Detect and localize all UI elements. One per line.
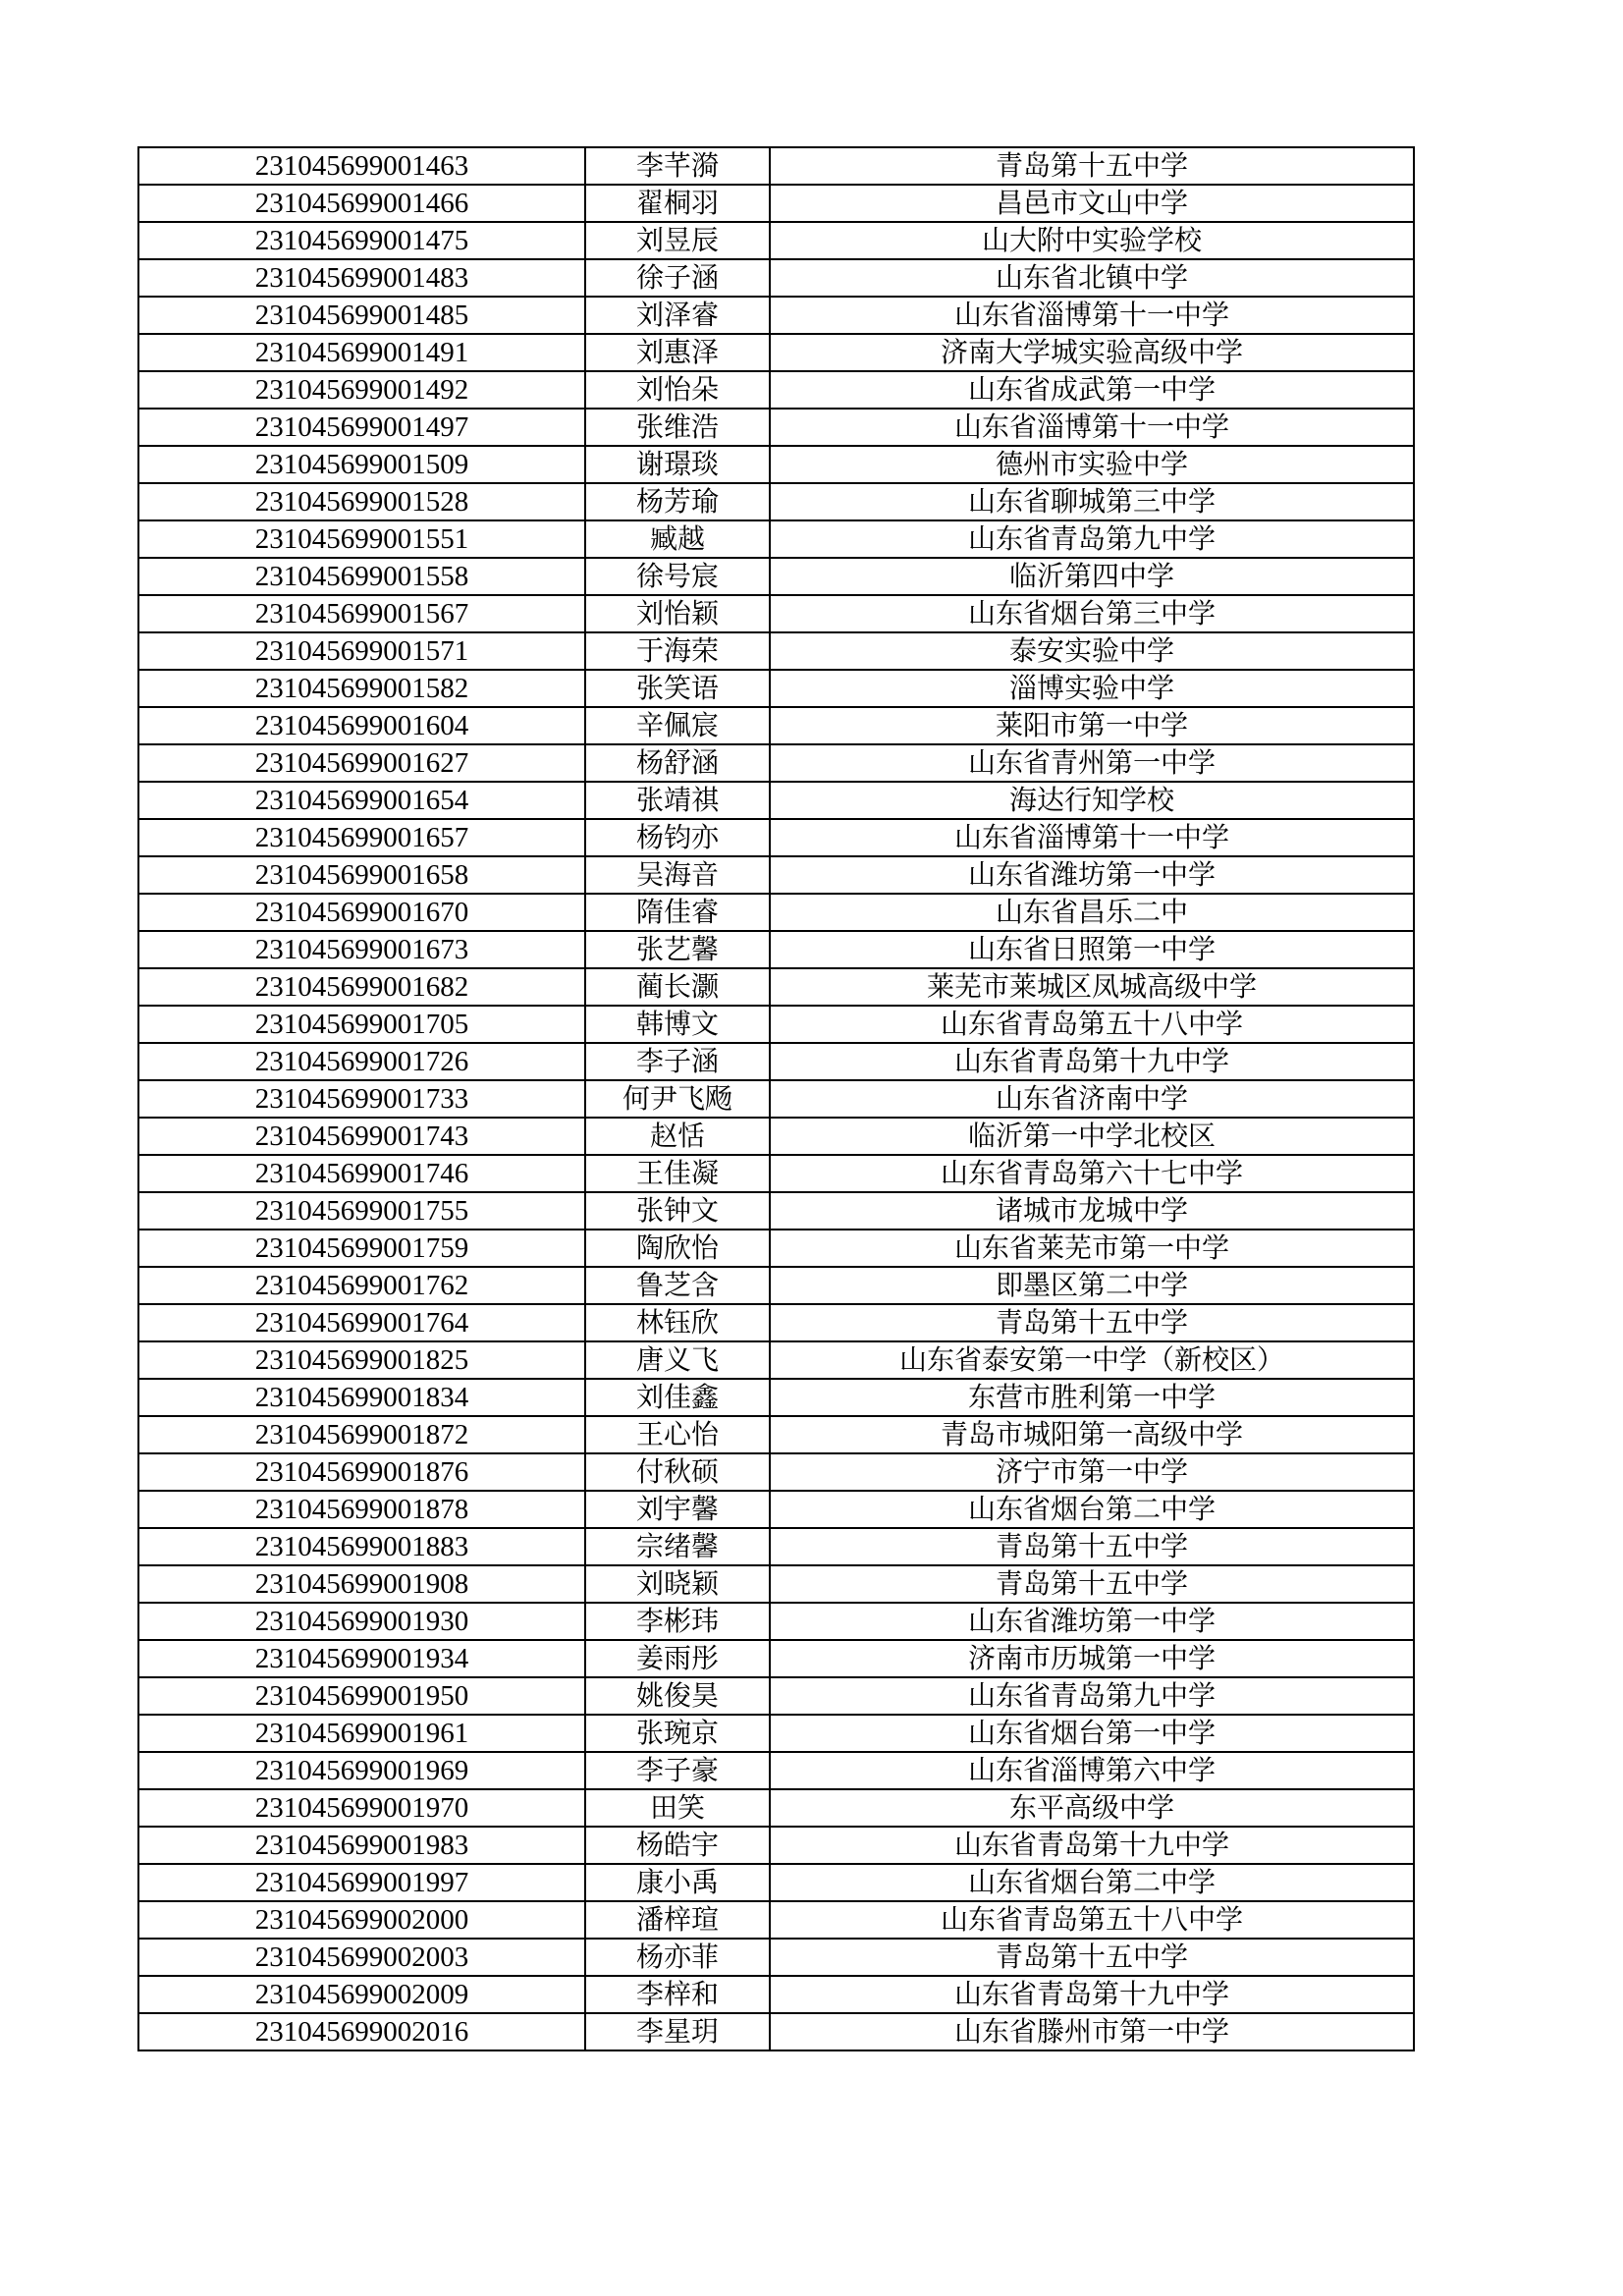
candidate-id-cell: 231045699001567 [138,595,585,632]
student-name-cell: 刘怡颖 [585,595,770,632]
school-name-cell: 山东省烟台第二中学 [770,1491,1414,1528]
student-name-cell: 徐号宸 [585,558,770,595]
candidate-id-cell: 231045699001497 [138,409,585,446]
school-name-cell: 山大附中实验学校 [770,222,1414,259]
school-name-cell: 济南大学城实验高级中学 [770,334,1414,371]
student-name-cell: 李彬玮 [585,1603,770,1640]
student-name-cell: 潘梓瑄 [585,1901,770,1939]
candidate-id-cell: 231045699001485 [138,297,585,334]
student-name-cell: 张维浩 [585,409,770,446]
candidate-id-cell: 231045699001876 [138,1453,585,1491]
table-row [138,1901,1414,1939]
school-name-cell: 东平高级中学 [770,1789,1414,1827]
table-row [138,1155,1414,1192]
table-row [138,744,1414,782]
table-row [138,782,1414,819]
roster-body [138,147,1414,2050]
candidate-id-cell: 231045699001755 [138,1192,585,1230]
school-name-cell: 临沂第一中学北校区 [770,1118,1414,1155]
candidate-id-cell: 231045699001658 [138,856,585,894]
candidate-id-cell: 231045699001759 [138,1230,585,1267]
table-row [138,1453,1414,1491]
table-row [138,483,1414,520]
school-name-cell: 山东省淄博第十一中学 [770,297,1414,334]
table-row [138,1267,1414,1304]
school-name-cell: 山东省青岛第十九中学 [770,1976,1414,2013]
table-row [138,2013,1414,2050]
table-row [138,1752,1414,1789]
table-row [138,1043,1414,1080]
school-name-cell: 山东省日照第一中学 [770,931,1414,968]
school-name-cell: 山东省昌乐二中 [770,894,1414,931]
student-name-cell: 姚俊昊 [585,1677,770,1715]
candidate-id-cell: 231045699001483 [138,259,585,297]
school-name-cell: 莱阳市第一中学 [770,707,1414,744]
table-row [138,1528,1414,1565]
student-name-cell: 张钟文 [585,1192,770,1230]
student-name-cell: 徐子涵 [585,259,770,297]
candidate-id-cell: 231045699001961 [138,1715,585,1752]
student-name-cell: 陶欣怡 [585,1230,770,1267]
school-name-cell: 山东省青岛第六十七中学 [770,1155,1414,1192]
school-name-cell: 山东省聊城第三中学 [770,483,1414,520]
school-name-cell: 青岛第十五中学 [770,1565,1414,1603]
table-row [138,1864,1414,1901]
student-name-cell: 张笑语 [585,670,770,707]
candidate-id-cell: 231045699001969 [138,1752,585,1789]
candidate-id-cell: 231045699001970 [138,1789,585,1827]
school-name-cell: 山东省青岛第五十八中学 [770,1901,1414,1939]
candidate-id-cell: 231045699001627 [138,744,585,782]
student-name-cell: 付秋硕 [585,1453,770,1491]
table-row [138,558,1414,595]
student-name-cell: 刘宇馨 [585,1491,770,1528]
school-name-cell: 山东省济南中学 [770,1080,1414,1118]
candidate-id-cell: 231045699001604 [138,707,585,744]
student-name-cell: 田笑 [585,1789,770,1827]
table-row [138,520,1414,558]
student-name-cell: 李子涵 [585,1043,770,1080]
table-row [138,297,1414,334]
table-row [138,1939,1414,1976]
school-name-cell: 山东省莱芜市第一中学 [770,1230,1414,1267]
student-name-cell: 隋佳睿 [585,894,770,931]
school-name-cell: 昌邑市文山中学 [770,185,1414,222]
table-row [138,185,1414,222]
student-name-cell: 唐义飞 [585,1341,770,1379]
school-name-cell: 海达行知学校 [770,782,1414,819]
candidate-id-cell: 231045699001883 [138,1528,585,1565]
student-name-cell: 辛佩宸 [585,707,770,744]
school-name-cell: 诸城市龙城中学 [770,1192,1414,1230]
table-row [138,1416,1414,1453]
table-row [138,1379,1414,1416]
candidate-id-cell: 231045699001878 [138,1491,585,1528]
table-row [138,1341,1414,1379]
school-name-cell: 济南市历城第一中学 [770,1640,1414,1677]
table-row [138,1976,1414,2013]
student-name-cell: 姜雨彤 [585,1640,770,1677]
school-name-cell: 山东省青岛第五十八中学 [770,1006,1414,1043]
table-row [138,819,1414,856]
table-row [138,1827,1414,1864]
school-name-cell: 山东省青岛第十九中学 [770,1043,1414,1080]
student-name-cell: 杨舒涵 [585,744,770,782]
school-name-cell: 山东省青岛第九中学 [770,520,1414,558]
student-name-cell: 翟桐羽 [585,185,770,222]
student-name-cell: 王佳凝 [585,1155,770,1192]
candidate-id-cell: 231045699001726 [138,1043,585,1080]
school-name-cell: 青岛第十五中学 [770,147,1414,185]
candidate-id-cell: 231045699001528 [138,483,585,520]
candidate-id-cell: 231045699001872 [138,1416,585,1453]
table-row [138,1565,1414,1603]
table-row [138,222,1414,259]
school-name-cell: 山东省烟台第三中学 [770,595,1414,632]
student-name-cell: 杨钧亦 [585,819,770,856]
school-name-cell: 泰安实验中学 [770,632,1414,670]
candidate-id-cell: 231045699001950 [138,1677,585,1715]
candidate-id-cell: 231045699002016 [138,2013,585,2050]
table-row [138,1677,1414,1715]
student-name-cell: 刘泽睿 [585,297,770,334]
student-name-cell: 谢璟琰 [585,446,770,483]
school-name-cell: 济宁市第一中学 [770,1453,1414,1491]
candidate-id-cell: 231045699001492 [138,371,585,409]
table-row [138,1715,1414,1752]
school-name-cell: 山东省淄博第十一中学 [770,819,1414,856]
candidate-id-cell: 231045699001475 [138,222,585,259]
student-name-cell: 刘昱辰 [585,222,770,259]
school-name-cell: 山东省滕州市第一中学 [770,2013,1414,2050]
candidate-id-cell: 231045699001834 [138,1379,585,1416]
candidate-id-cell: 231045699001509 [138,446,585,483]
candidate-id-cell: 231045699001746 [138,1155,585,1192]
school-name-cell: 山东省青岛第十九中学 [770,1827,1414,1864]
school-name-cell: 东营市胜利第一中学 [770,1379,1414,1416]
student-name-cell: 宗绪馨 [585,1528,770,1565]
table-row [138,1603,1414,1640]
school-name-cell: 山东省北镇中学 [770,259,1414,297]
student-name-cell: 赵恬 [585,1118,770,1155]
school-name-cell: 山东省泰安第一中学（新校区） [770,1341,1414,1379]
candidate-id-cell: 231045699001934 [138,1640,585,1677]
school-name-cell: 青岛第十五中学 [770,1939,1414,1976]
candidate-id-cell: 231045699002003 [138,1939,585,1976]
school-name-cell: 莱芜市莱城区凤城高级中学 [770,968,1414,1006]
candidate-id-cell: 231045699001764 [138,1304,585,1341]
student-name-cell: 李子豪 [585,1752,770,1789]
table-row [138,1192,1414,1230]
table-row [138,707,1414,744]
table-row [138,894,1414,931]
candidate-id-cell: 231045699001983 [138,1827,585,1864]
candidate-id-cell: 231045699001491 [138,334,585,371]
student-name-cell: 张艺馨 [585,931,770,968]
student-name-cell: 刘怡朵 [585,371,770,409]
student-name-cell: 韩博文 [585,1006,770,1043]
school-name-cell: 山东省烟台第二中学 [770,1864,1414,1901]
table-row [138,1304,1414,1341]
student-name-cell: 鲁芝含 [585,1267,770,1304]
candidate-id-cell: 231045699001997 [138,1864,585,1901]
student-name-cell: 杨芳瑜 [585,483,770,520]
school-name-cell: 山东省淄博第十一中学 [770,409,1414,446]
student-name-cell: 何尹飞飏 [585,1080,770,1118]
candidate-id-cell: 231045699001825 [138,1341,585,1379]
candidate-id-cell: 231045699001743 [138,1118,585,1155]
student-name-cell: 杨皓宇 [585,1827,770,1864]
school-name-cell: 青岛市城阳第一高级中学 [770,1416,1414,1453]
candidate-id-cell: 231045699001582 [138,670,585,707]
school-name-cell: 即墨区第二中学 [770,1267,1414,1304]
roster-table [137,146,1415,2051]
table-row [138,1118,1414,1155]
table-row [138,409,1414,446]
table-row [138,1640,1414,1677]
candidate-id-cell: 231045699001654 [138,782,585,819]
school-name-cell: 临沂第四中学 [770,558,1414,595]
school-name-cell: 山东省烟台第一中学 [770,1715,1414,1752]
candidate-id-cell: 231045699001466 [138,185,585,222]
table-row [138,147,1414,185]
table-row [138,968,1414,1006]
student-name-cell: 李星玥 [585,2013,770,2050]
student-name-cell: 蔺长灏 [585,968,770,1006]
school-name-cell: 山东省潍坊第一中学 [770,856,1414,894]
table-row [138,670,1414,707]
table-row [138,1230,1414,1267]
candidate-id-cell: 231045699001705 [138,1006,585,1043]
student-name-cell: 王心怡 [585,1416,770,1453]
candidate-id-cell: 231045699001558 [138,558,585,595]
table-row [138,259,1414,297]
candidate-id-cell: 231045699001733 [138,1080,585,1118]
student-name-cell: 张琬京 [585,1715,770,1752]
table-row [138,632,1414,670]
school-name-cell: 山东省潍坊第一中学 [770,1603,1414,1640]
table-row [138,595,1414,632]
table-row [138,1080,1414,1118]
candidate-id-cell: 231045699001930 [138,1603,585,1640]
school-name-cell: 山东省青岛第九中学 [770,1677,1414,1715]
student-name-cell: 杨亦菲 [585,1939,770,1976]
table-row [138,856,1414,894]
table-row [138,371,1414,409]
candidate-id-cell: 231045699001463 [138,147,585,185]
student-name-cell: 张靖祺 [585,782,770,819]
school-name-cell: 山东省成武第一中学 [770,371,1414,409]
student-name-cell: 臧越 [585,520,770,558]
candidate-id-cell: 231045699001571 [138,632,585,670]
candidate-id-cell: 231045699002009 [138,1976,585,2013]
table-row [138,931,1414,968]
candidate-id-cell: 231045699001682 [138,968,585,1006]
school-name-cell: 山东省青州第一中学 [770,744,1414,782]
student-name-cell: 于海荣 [585,632,770,670]
table-row [138,1789,1414,1827]
table-row [138,446,1414,483]
candidate-id-cell: 231045699001673 [138,931,585,968]
candidate-id-cell: 231045699001762 [138,1267,585,1304]
school-name-cell: 青岛第十五中学 [770,1304,1414,1341]
school-name-cell: 山东省淄博第六中学 [770,1752,1414,1789]
student-name-cell: 李芊漪 [585,147,770,185]
student-name-cell: 林钰欣 [585,1304,770,1341]
student-name-cell: 李梓和 [585,1976,770,2013]
candidate-id-cell: 231045699001657 [138,819,585,856]
candidate-id-cell: 231045699001670 [138,894,585,931]
candidate-id-cell: 231045699001551 [138,520,585,558]
school-name-cell: 淄博实验中学 [770,670,1414,707]
table-row [138,1006,1414,1043]
student-name-cell: 刘佳鑫 [585,1379,770,1416]
school-name-cell: 德州市实验中学 [770,446,1414,483]
table-row [138,1491,1414,1528]
student-name-cell: 康小禹 [585,1864,770,1901]
school-name-cell: 青岛第十五中学 [770,1528,1414,1565]
student-name-cell: 吴海音 [585,856,770,894]
candidate-id-cell: 231045699001908 [138,1565,585,1603]
table-row [138,334,1414,371]
student-name-cell: 刘惠泽 [585,334,770,371]
candidate-id-cell: 231045699002000 [138,1901,585,1939]
student-name-cell: 刘晓颖 [585,1565,770,1603]
